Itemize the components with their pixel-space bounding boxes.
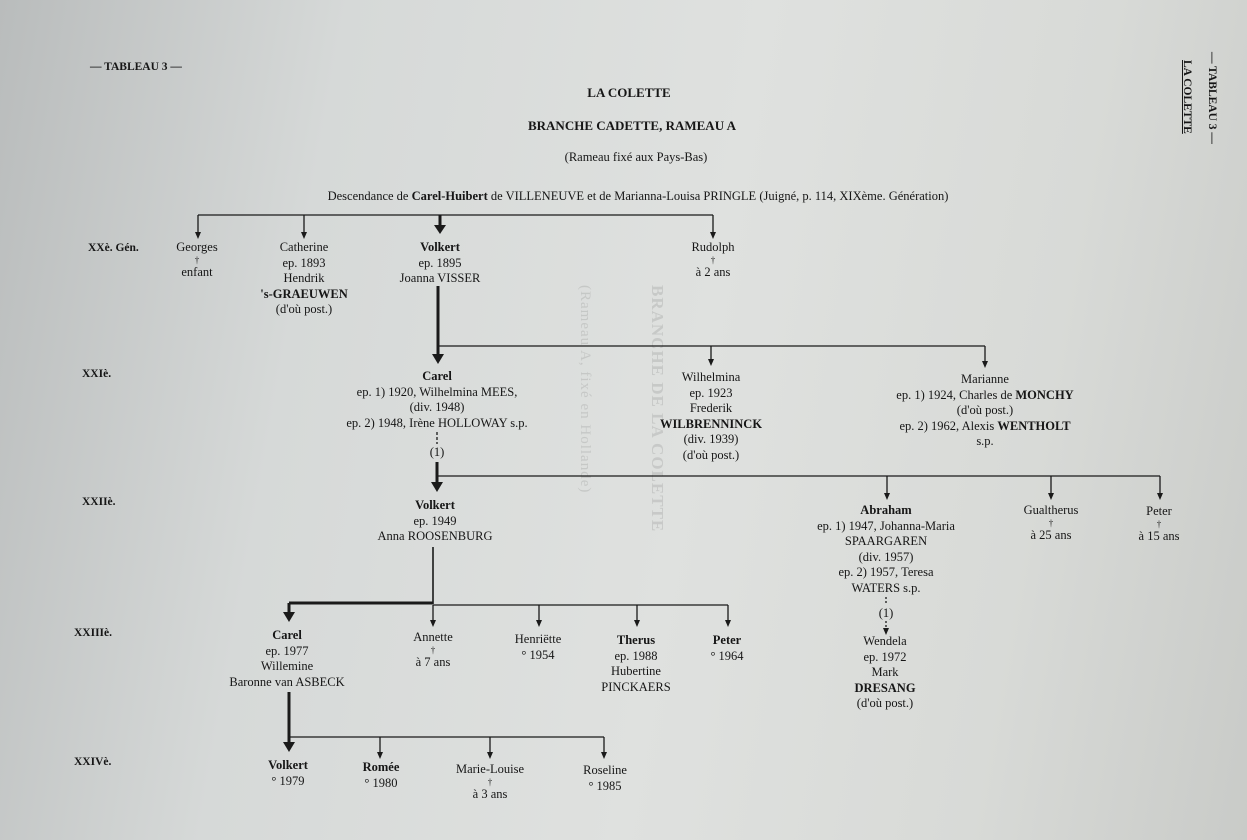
person-marie-louise: Marie-Louise † à 3 ans bbox=[455, 762, 525, 801]
person-catherine: Catherine ep. 1893 Hendrik 's-GRAEUWEN (d'où post.) bbox=[260, 240, 348, 316]
person-annette: Annette † à 7 ans bbox=[413, 630, 453, 669]
generation-label-24: XXIVè. bbox=[74, 756, 112, 768]
person-rudolph: Rudolph † à 2 ans bbox=[691, 240, 735, 279]
margin-title: LA COLETTE bbox=[1181, 60, 1193, 134]
person-henriette: Henriëtte ° 1954 bbox=[514, 632, 562, 662]
person-gualtherus: Gualtherus † à 25 ans bbox=[1023, 503, 1079, 542]
person-georges: Georges † enfant bbox=[176, 240, 218, 279]
generation-label-21: XXIè. bbox=[82, 368, 112, 380]
person-wilhelmina: Wilhelmina ep. 1923 Frederik WILBRENNINCK (div. 1939) (d'où post.) bbox=[659, 370, 763, 462]
generation-label-23: XXIIIè. bbox=[74, 627, 113, 639]
person-volkert-xxii: Volkert ep. 1949 Anna ROOSENBURG bbox=[377, 498, 493, 543]
page-title: LA COLETTE bbox=[587, 85, 671, 100]
person-romee: Romée ° 1980 bbox=[362, 760, 400, 790]
ghost-text-line2: (Rameau A, fixé en Hollande) bbox=[577, 285, 593, 494]
page-note: (Rameau fixé aux Pays-Bas) bbox=[564, 150, 708, 164]
generation-label-22: XXIIè. bbox=[82, 496, 116, 508]
person-peter-xxii: Peter † à 15 ans bbox=[1138, 504, 1180, 543]
person-therus: Therus ep. 1988 Hubertine PINCKAERS bbox=[601, 633, 671, 694]
person-roseline: Roseline ° 1985 bbox=[583, 763, 627, 793]
person-volkert-xxiv: Volkert ° 1979 bbox=[268, 758, 308, 788]
margin-tableau-label: — TABLEAU 3 — bbox=[1206, 52, 1218, 144]
ghost-text-line1: BRANCHE DE LA COLETTE bbox=[648, 285, 667, 533]
person-peter-xxiii: Peter ° 1964 bbox=[710, 633, 744, 663]
person-marianne: Marianne ep. 1) 1924, Charles de MONCHY (d'où post.) ep. 2) 1962, Alexis WENTHOLT s.p. bbox=[896, 372, 1074, 448]
person-wendela: Wendela ep. 1972 Mark DRESANG (d'où post.) bbox=[854, 634, 916, 710]
person-abraham: Abraham ep. 1) 1947, Johanna-Maria SPAARGAREN (div. 1957) ep. 2) 1957, Teresa WATERS s.p. (1) bbox=[817, 503, 955, 620]
page-subtitle: BRANCHE CADETTE, RAMEAU A bbox=[527, 118, 737, 133]
descent-line: Descendance de Carel-Huibert de VILLENEUVE et de Marianna-Louisa PRINGLE (Juigné, p. 114, XIXème. Génération) bbox=[327, 189, 949, 203]
person-carel-xxi: Carel ep. 1) 1920, Wilhelmina MEES, (div. 1948) ep. 2) 1948, Irène HOLLOWAY s.p. (1) bbox=[346, 369, 528, 459]
person-carel-xxiii: Carel ep. 1977 Willemine Baronne van ASBECK bbox=[229, 628, 345, 689]
person-volkert-xx: Volkert ep. 1895 Joanna VISSER bbox=[399, 240, 481, 285]
tableau-label: — TABLEAU 3 — bbox=[90, 61, 182, 73]
generation-label-20: XXè. Gén. bbox=[88, 242, 139, 254]
